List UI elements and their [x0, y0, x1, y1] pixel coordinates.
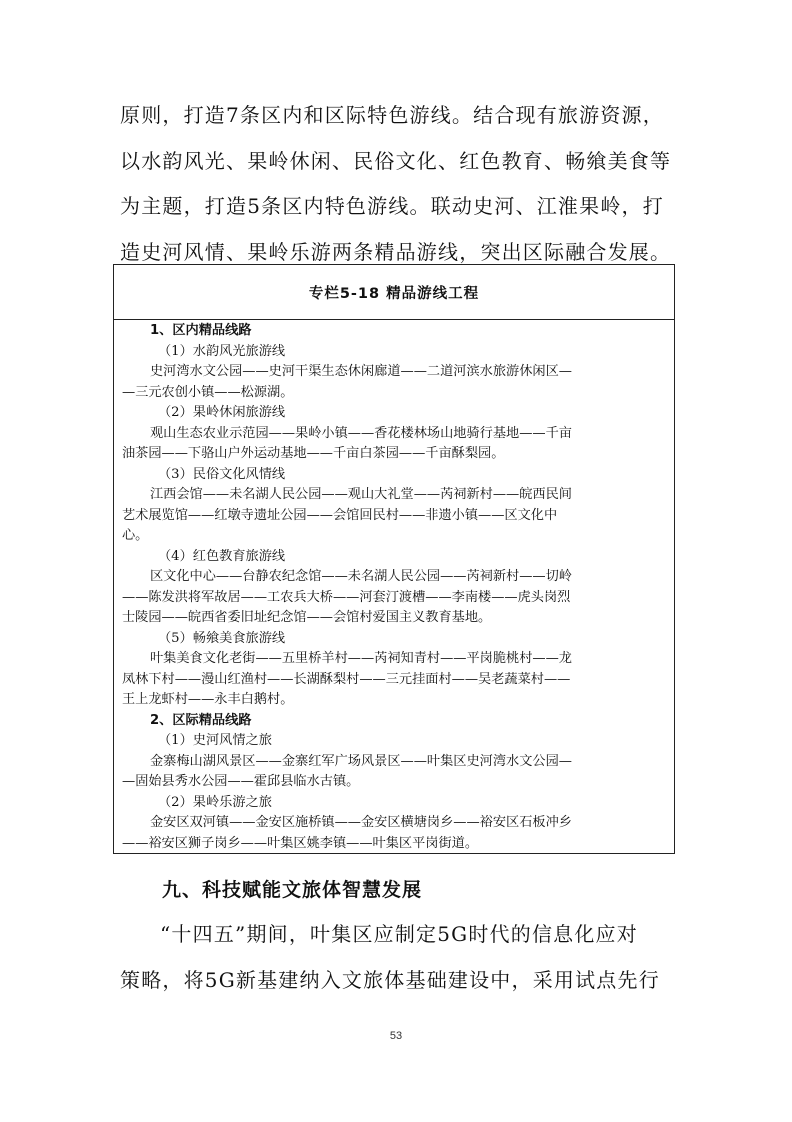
column-box	[113, 264, 675, 854]
route-text-line: 金寨梅山湖风景区——金寨红军广场风景区——叶集区史河湾水文公园—	[150, 753, 572, 769]
route-text-line: 江西会馆——未名湖人民公园——观山大礼堂——芮祠新村——皖西民间	[150, 487, 572, 502]
intro-line: 为主题，打造5条区内特色游线。联动史河、江淮果岭，打	[120, 194, 664, 219]
route-title: （1）水韵风光旅游线	[158, 343, 286, 359]
intro-line: 原则，打造7条区内和区际特色游线。结合现有旅游资源，	[120, 103, 664, 127]
route-text-line: 心。	[122, 528, 149, 543]
route-text-line: 艺术展览馆——红墩寺遗址公园——会馆回民村——非遗小镇——区文化中	[122, 507, 558, 523]
route-text-line: 叶集美食文化老街——五里桥羊村——芮祠知青村——平岗脆桃村——龙	[150, 651, 572, 666]
route-text-line: 观山生态农业示范园——果岭小镇——香花楼林场山地骑行基地——千亩	[150, 425, 572, 441]
column-box-body	[114, 320, 674, 854]
body-line: “十四五”期间，叶集区应制定5G时代的信息化应对	[160, 922, 638, 946]
intro-line: 造史河风情、果岭乐游两条精品游线，突出区际融合发展。	[120, 239, 672, 264]
route-text-line: 油茶园——下骆山户外运动基地——千亩白茶园——千亩酥梨园。	[122, 446, 505, 461]
route-text-line: 凤林下村——漫山红渔村——长湖酥梨村——三元挂面村——吴老蔬菜村——	[122, 671, 571, 687]
route-title: （5）畅飨美食旅游线	[158, 630, 286, 646]
route-text-line: 王上龙虾村——永丰白鹅村。	[122, 692, 294, 707]
body-paragraph	[120, 912, 676, 1003]
route-text-line: 史河湾水文公园——史河干渠生态休闲廊道——二道河滨水旅游休闲区—	[150, 364, 572, 379]
route-title: （4）红色教育旅游线	[158, 548, 286, 564]
route-title: （1）史河风情之旅	[158, 733, 272, 748]
route-text-line: —三元农创小镇——松源湖。	[122, 384, 294, 400]
route-group-heading: 1、区内精品线路	[150, 323, 252, 338]
route-title: （3）民俗文化风情线	[158, 466, 286, 482]
route-text-line: ——陈发洪将军故居——工农兵大桥——河套汀渡槽——李南楼——虎头岗烈	[122, 589, 571, 605]
body-line: 策略，将5G新基建纳入文旅体基础建设中，采用试点先行	[120, 967, 660, 992]
route-text-line: —固始县秀水公园——霍邱县临水古镇。	[122, 774, 360, 789]
page-number: 53	[389, 1030, 403, 1042]
route-text-line: 区文化中心——台静农纪念馆——未名湖人民公园——芮祠新村——切岭	[150, 569, 572, 584]
column-box-title: 专栏5-18 精品游线工程	[114, 265, 674, 320]
intro-line: 以水韵风光、果岭休闲、民俗文化、红色教育、畅飨美食等	[120, 148, 672, 173]
route-title: （2）果岭休闲旅游线	[158, 405, 286, 420]
intro-paragraph	[120, 93, 676, 275]
section-heading: 九、科技赋能文旅体智慧发展	[162, 879, 423, 901]
route-title: （2）果岭乐游之旅	[158, 794, 272, 810]
route-text-line: 士陵园——皖西省委旧址纪念馆——会馆村爱国主义教育基地。	[122, 610, 492, 625]
route-text-line: 金安区双河镇——金安区施桥镇——金安区横塘岗乡——裕安区石板冲乡	[150, 815, 572, 830]
route-group-heading: 2、区际精品线路	[150, 712, 252, 728]
route-text-line: ——裕安区狮子岗乡——叶集区姚李镇——叶集区平岗街道。	[122, 835, 479, 851]
